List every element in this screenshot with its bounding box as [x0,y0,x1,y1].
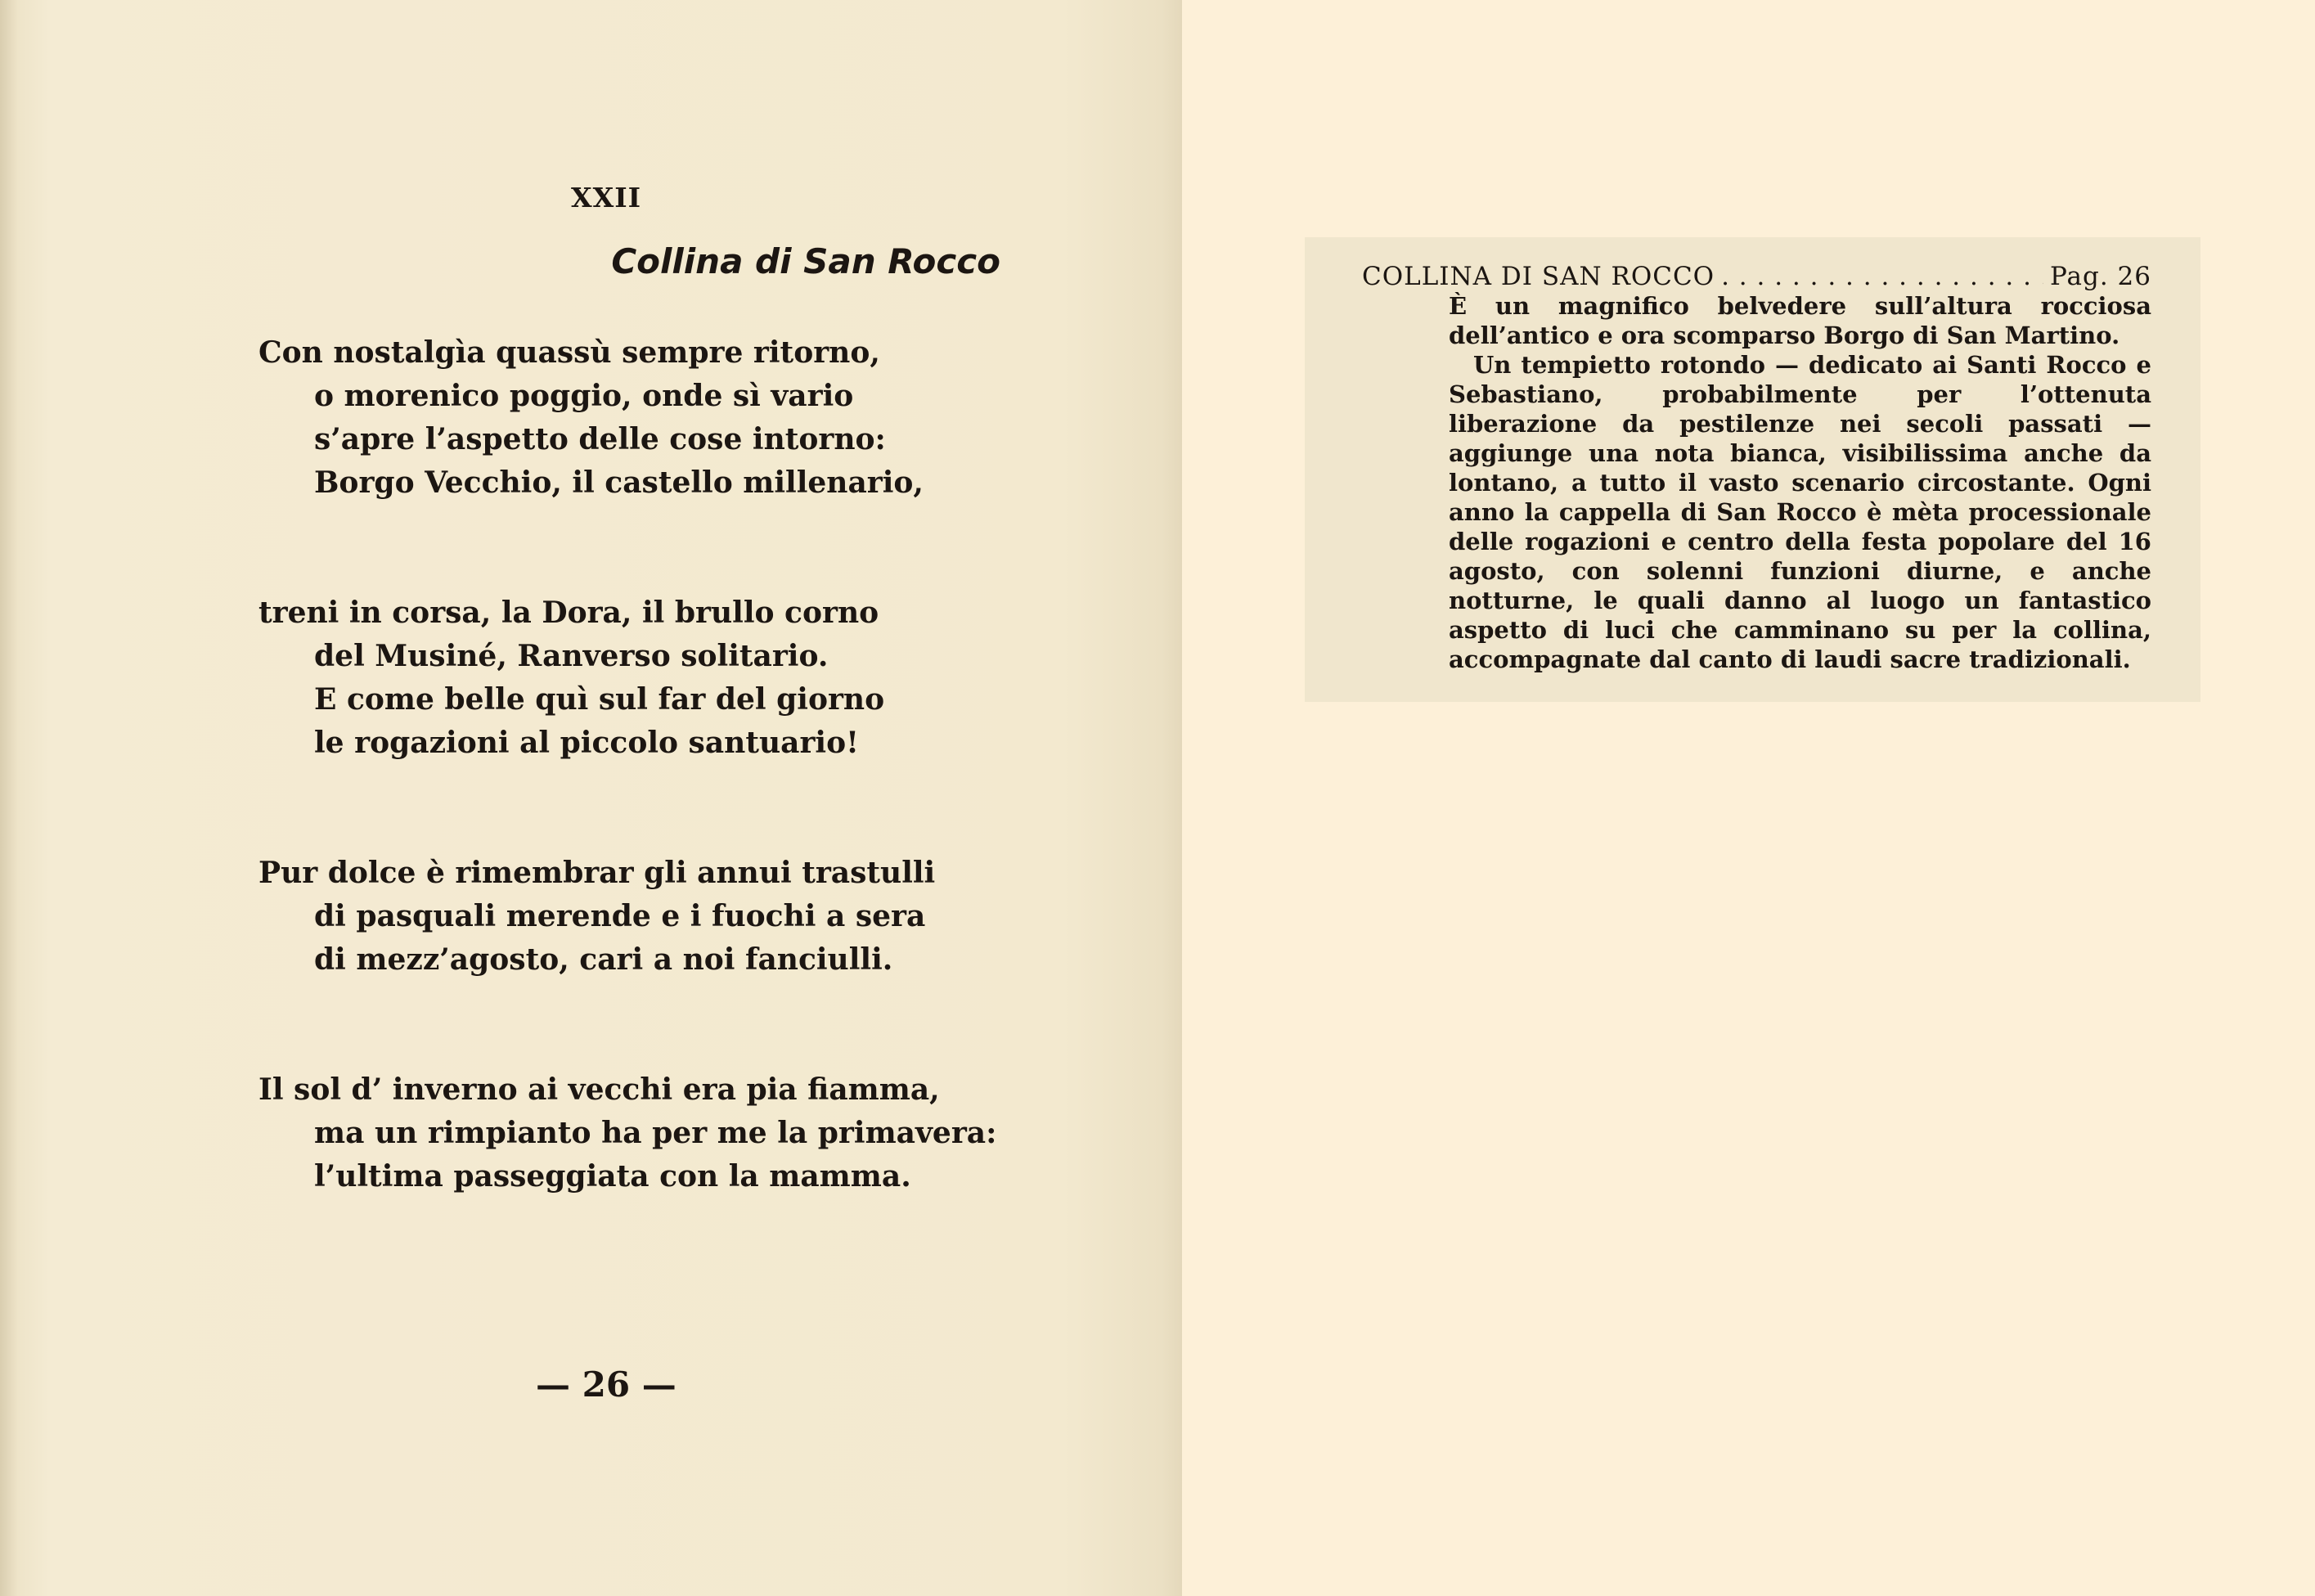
note-body [1362,291,2151,674]
poem [258,331,1077,1285]
poem-line: del Musiné, Ranverso solitario. [314,639,829,673]
poem-line: Borgo Vecchio, il castello millenario, [314,465,924,500]
poem-line: Con nostalgìa quassù sempre ritorno, [258,335,880,370]
poem-line: ma un rimpianto ha per me la primavera: [314,1116,997,1150]
poem-line: treni in corsa, la Dora, il brullo corno [258,596,879,630]
note-heading-row [1362,262,2151,291]
page-number: — 26 — [536,1364,677,1405]
poem-line: o morenico poggio, onde sì vario [314,379,854,413]
poem-line: di pasquali merende e i fuochi a sera [314,899,926,933]
note-content [1362,262,2151,674]
poem-line: Pur dolce è rimembrar gli annui trastulli [258,856,936,890]
stanza-1 [258,331,1077,505]
note-clipping [1305,237,2200,702]
poem-line: Il sol d’ inverno ai vecchi era pia fiamma, [258,1072,940,1107]
note-paragraph-2: Un tempietto rotondo — dedicato ai Santi Rocco e Sebastiano, probabilmente per l’ottenuta liberazione da pestilenze nei secoli passati — aggiunge una nota bianca, visibilissima anche da lontano, a tutto il vasto scenario circostante. Ogni anno la cappella di San Rocco è mèta processionale delle rogazioni e centro della festa popolare del 16 agosto, con solenni funzioni diurne, e anche notturne, le quali danno al luogo un fantastico aspetto di luci che camminano su per la collina, accompagnate dal canto di laudi sacre tradizionali. [1449,351,2151,673]
stanza-2 [258,591,1077,765]
stanza-3 [258,852,1077,982]
poem-line: E come belle quì sul far del giorno [314,682,885,717]
poem-line: l’ultima passeggiata con la mamma. [314,1159,911,1194]
poem-title: Collina di San Rocco [611,241,1000,281]
chapter-number: XXII [571,182,642,214]
note-paragraph-1: È un magnifico belvedere sull’altura rocciosa dell’antico e ora scomparso Borgo di San Martino. [1449,292,2151,349]
stanza-4 [258,1068,1077,1198]
note-page-ref: Pag. 26 [2050,262,2151,291]
poem-line: s’apre l’aspetto delle cose intorno: [314,422,886,456]
leader-dots [1721,262,2043,291]
note-heading: COLLINA DI SAN ROCCO [1362,262,1715,291]
poem-line: di mezz’agosto, cari a noi fanciulli. [314,942,893,977]
poem-line: le rogazioni al piccolo santuario! [314,726,859,760]
